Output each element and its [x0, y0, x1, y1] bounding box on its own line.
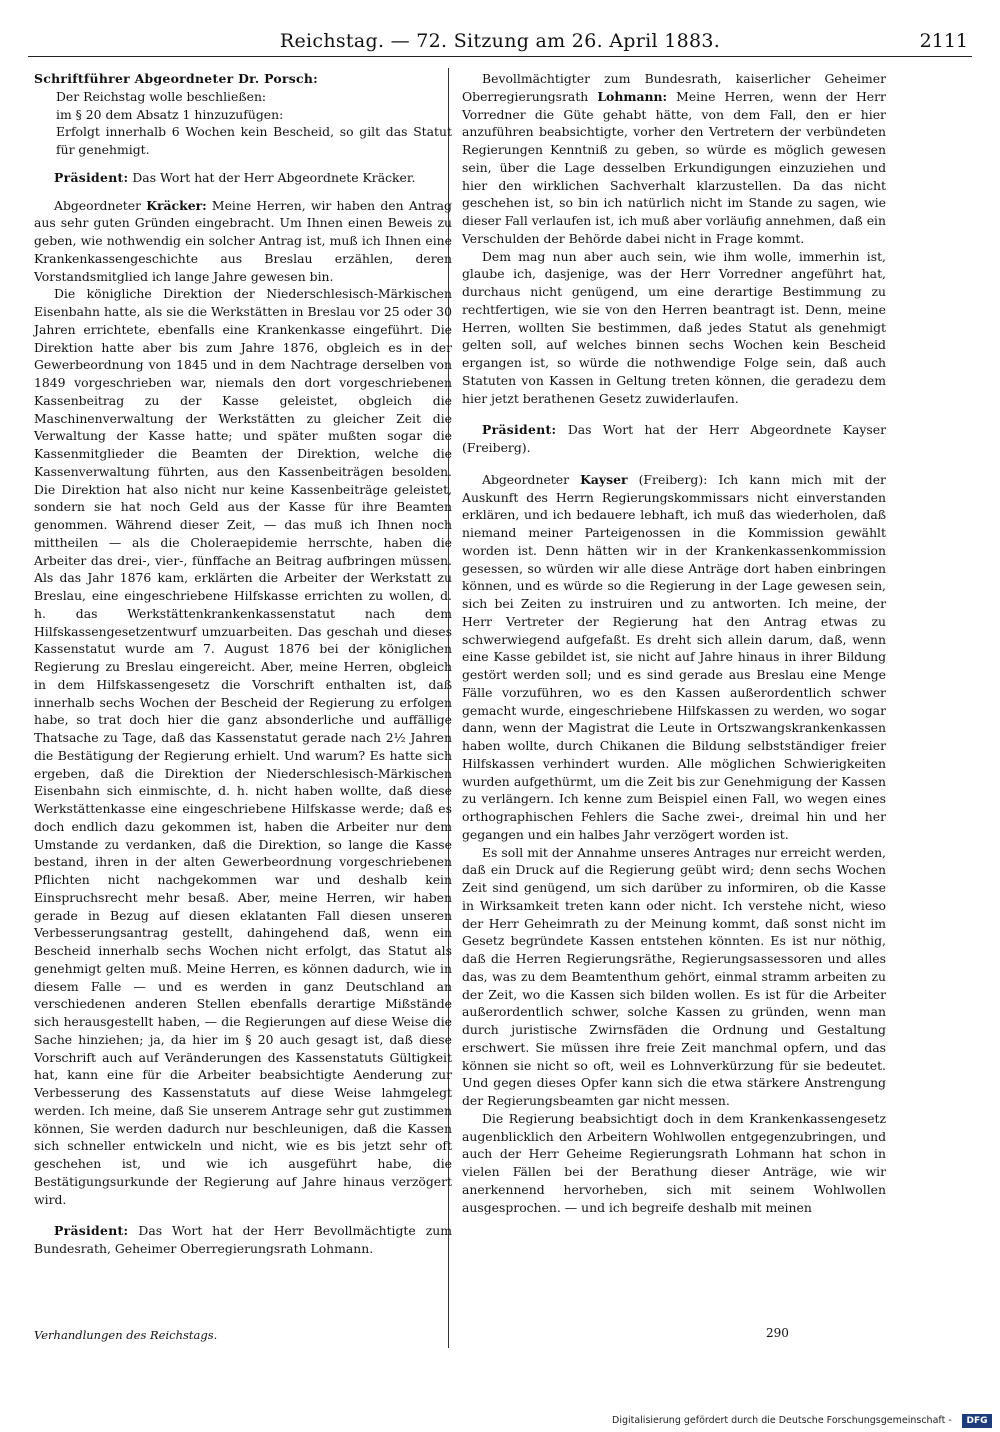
motion-line: Erfolgt innerhalb 6 Wochen kein Bescheid, so gilt das Statut für genehmigt. — [56, 124, 452, 157]
page-number: 2111 — [919, 30, 968, 52]
paragraph: Präsident: Das Wort hat der Herr Bevollmächtigte zum Bundesrath, Geheimer Oberregierungsrath Lohmann. — [34, 1223, 452, 1256]
paragraph: Die Regierung beabsichtigt doch in dem Krankenkassengesetz augenblicklich den Arbeitern Wohlwollen entgegenzubringen, und auch der Herr Geheime Regierungsrath Lohmann hat schon in vielen Fällen bei der Berathung dieser Anträge, wie wir anerkennend hervorheben, sich mit seinem Wohlwollen ausgesprochen. — und ich begreife deshalb mit meinen — [462, 1110, 886, 1215]
motion-line: im § 20 dem Absatz 1 hinzuzufügen: — [56, 106, 284, 122]
paragraph: Die königliche Direktion der Niederschlesisch-Märkischen Eisenbahn hatte, als sie die Werkstätten in Breslau vor 25 oder 30 Jahren errichtete, ebenfalls eine Krankenkasse eingeführt. Die Direktion hatte aber bis zum Jahre 1876, obgleich es in der Gewerbeordnung von 1845 und in dem Nachtrage derselben von 1849 vorgeschrieben war, niemals den dort vorgeschriebenen Kassenbeitrag zu der Kasse geleistet, obgleich die Maschinenverwaltung der Werkstätten zu gleicher Zeit die Verwaltung der Kasse hatte; und später mußten sogar die Kassenmitglieder die Beamten der Direktion, welche die Kassenverwaltung führten, aus den Kassenbeiträgen besolden. Die Direktion hat also nicht nur keine Kassenbeiträge geleistet, sondern sie hat noch Geld aus der Kasse für ihre Beamten genommen. Während dieser Zeit, — das muß ich Ihnen noch mittheilen — als die Choleraepidemie herrschte, haben die Arbeiter das drei-, vier-, fünffache an Beitrag aufbringen müssen. Als das Jahr 1876 kam, erklärten die Arbeiter der Werkstatt zu Breslau, eine eingeschriebene Hilfskasse errichten zu wollen, d. h. das Werkstättenkrankenkassenstatut nach dem Hilfskassengesetzentwurf umzuarbeiten. Das geschah und dieses Kassenstatut wurde am 7. August 1876 bei der königlichen Regierung zu Breslau eingereicht. Aber, meine Herren, obgleich in dem Hilfskassengesetz die Vorschrift enthalten ist, daß innerhalb sechs Wochen der Bescheid der Regierung zu erfolgen habe, so trat doch hier die ganz absonderliche und auffällige Thatsache zu Tage, daß das Kassenstatut gerade nach 2½ Jahren die Bestätigung der Regierung erhielt. Und warum? Es hatte sich ergeben, daß die Direktion der Niederschlesisch-Märkischen Eisenbahn sich einmischte, d. h. nicht haben wollte, daß diese Werkstättenkasse eine eingeschriebene Hilfskasse werde; daß es doch endlich dazu gekommen ist, haben die Arbeiter nur dem Umstande zu verdanken, daß die Direktion, so lange die Kasse bestand, ihren in der alten Gewerbeordnung vorgeschriebenen Pflichten nicht nachgekommen war und deshalb kein Einspruchsrecht mehr besaß. Aber, meine Herren, wir haben gerade in Bezug auf diesen eklatanten Fall diesen unseren Verbesserungsantrag gestellt, dahingehend daß, wenn ein Bescheid innerhalb sechs Wochen nicht erfolgt, das Statut als genehmigt gelten muß. Meine Herren, es können dadurch, wie in diesem Falle — und es werden in ganz Deutschland an verschiedenen anderen Stellen ebenfalls derartige Mißstände sich herausgestellt haben, — die Regierungen auf diese Weise die Sache hinziehen; ja, da hier im § 20 auch gesagt ist, daß diese Vorschrift auch auf Veränderungen des Kassenstatuts Gültigkeit hat, kann eine für die Arbeiter beabsichtigte Aenderung zur Verbesserung des Kassenstatuts auf diese Weise lahmgelegt werden. Ich meine, daß Sie unserem Antrage sehr gut zustimmen können, Sie werden dadurch nur beschleunigen, daß die Kassen sich schneller entwickeln und nicht, wie es bis jetzt sehr oft geschehen ist, und wie ich ausgeführt habe, die Bestätigungsurkunde der Regierung auf Jahre hinaus verzögert wird. — [34, 286, 452, 1207]
running-header — [28, 26, 972, 57]
dfg-logo-icon: DFG — [962, 1414, 992, 1428]
paragraph: Präsident: Das Wort hat der Herr Abgeordnete Kräcker. — [54, 169, 416, 185]
footer-source: Verhandlungen des Reichstags. — [34, 1328, 218, 1342]
right-column — [462, 70, 886, 1216]
header-title: Reichstag. — 72. Sitzung am 26. April 1883. — [279, 30, 721, 52]
motion-line: Der Reichstag wolle beschließen: — [56, 88, 267, 104]
paragraph: Abgeordneter Kayser (Freiberg): Ich kann mich mit der Auskunft des Herrn Regierungskommissars nicht einverstanden erklären, und ich bedauere lebhaft, ich muß das wiederholen, daß niemand meiner Parteigenossen in die Kommission gewählt worden ist. Denn hätten wir in der Krankenkassenkommission gesessen, so würden wir alle diese Anträge dort haben einbringen können, und es würde so die Regierung in der Lage gewesen sein, sich bei Zeiten zu instruiren und zu antworten. Ich meine, der Herr Vertreter der Regierung hat den Antrag etwas zu schwerwiegend aufgefaßt. Es dreht sich allein darum, daß, wenn eine Kasse gebildet ist, sie nicht auf Jahre hinaus in ihrer Bildung gestört werden soll; und es sind gerade aus Breslau eine Menge Fälle vorzuführen, wo es den Kassen außerordentlich schwer gemacht wurde, eingeschriebene Hilfskassen zu werden, wo sogar dann, wenn der Magistrat die Leute in Ortszwangskrankenkassen haben wollte, durch Chikanen die Bildung selbstständiger freier Hilfskassen verhindert wurden. Alle möglichen Schwierigkeiten wurden aufgethürmt, um die Zeit bis zur Genehmigung der Kassen zu verlängern. Ich kenne zum Beispiel einen Fall, wo wegen eines orthographischen Fehlers die Sache zwei-, dreimal hin und her gegangen und ein halbes Jahr verzögert worden ist. — [462, 471, 886, 842]
paragraph: Bevollmächtigter zum Bundesrath, kaiserlicher Geheimer Oberregierungsrath Lohmann: Meine Herren, wenn der Herr Vorredner die Güte gehabt hätte, von dem Fall, den er hier anzuführen beabsichtigte, vorher den Vertretern der verbündeten Regierungen Kenntniß zu geben, so würde es möglich gewesen sein, über die Lage desselben Erkundigungen einzuziehen und hier den wirklichen Sachverhalt klarzustellen. Da das nicht geschehen ist, so bin ich natürlich nicht im Stande zu sagen, wie dieser Fall verlaufen ist, ich muß aber vorläufig annehmen, daß ein Verschulden der Behörde dabei nicht in Frage kommt. — [462, 71, 886, 246]
signature-mark: 290 — [766, 1326, 789, 1340]
left-column — [34, 70, 452, 1258]
dfg-text: Digitalisierung gefördert durch die Deutsche Forschungsgemeinschaft - — [612, 1415, 952, 1426]
paragraph: Es soll mit der Annahme unseres Antrages nur erreicht werden, daß ein Druck auf die Regierung geübt wird; denn sechs Wochen Zeit sind genügend, um sich darüber zu informiren, ob die Kasse in Wirksamkeit treten kann oder nicht. Ich verstehe nicht, wieso der Herr Geheimrath zu der Meinung kommt, daß sonst nicht im Gesetz begründete Kassen entstehen könnten. Es ist nur nöthig, daß die Herren Regierungsräthe, Regierungsassessoren und alles das, was zu dem Beamtenthum gehört, einmal stramm arbeiten zu der Zeit, wo die Kassen sich bilden wollen. Es ist für die Arbeiter außerordentlich schwer, solche Kassen zu gründen, wenn man durch juristische Zwirnsfäden die Ordnung und Gestaltung erschwert. Sie müssen ihre freie Zeit manchmal opfern, und das können sie nicht so oft, weil es Lohnverkürzung für sie bedeutet. Und gegen dieses Opfer kann sich die etwa stärkere Anstrengung der Regierungsbeamten gar nicht messen. — [462, 844, 886, 1108]
paragraph: Dem mag nun aber auch sein, wie ihm wolle, immerhin ist, glaube ich, dasjenige, was der Herr Vorredner angeführt hat, durchaus nicht genügend, um eine derartige Bestimmung zu rechtfertigen, wie sie von den Herren beantragt ist. Denn, meine Herren, wollten Sie bestimmen, daß jedes Statut als genehmigt gelten soll, auf welches binnen sechs Wochen kein Bescheid ergangen ist, so würde die nothwendige Folge sein, daß auch Statuten von Kassen in Geltung treten können, die geradezu dem hier jetzt berathenen Gesetz zuwiderlaufen. — [462, 248, 886, 406]
paragraph: Abgeordneter Kräcker: Meine Herren, wir haben den Antrag aus sehr guten Gründen eingebracht. Um Ihnen einen Beweis zu geben, wie nothwendig ein solcher Antrag ist, muß ich Ihnen eine Krankenkassengeschichte aus Breslau erzählen, deren Vorstandsmitglied ich lange Jahre gewesen bin. — [34, 197, 452, 284]
dfg-credit — [612, 1411, 1000, 1432]
motion-speaker: Schriftführer Abgeordneter Dr. Porsch: — [34, 71, 319, 86]
paragraph: Präsident: Das Wort hat der Herr Abgeordnete Kayser (Freiberg). — [462, 422, 886, 455]
